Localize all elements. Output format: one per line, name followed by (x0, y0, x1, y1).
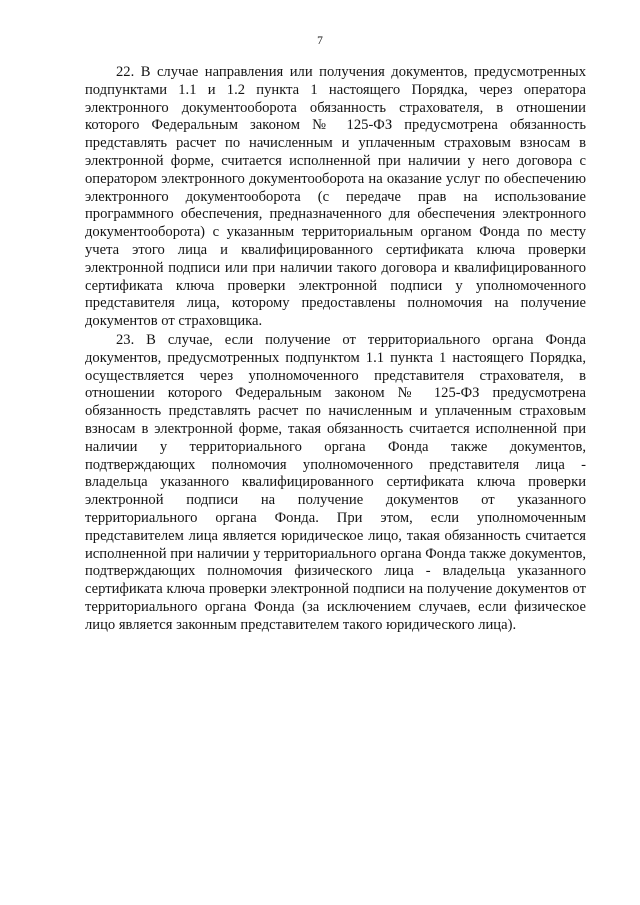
page-number: 7 (317, 35, 323, 47)
clause-23-paragraph: 23. В случае, если получение от территориального органа Фонда документов, предусмотренных подпунктом 1.1 пункта 1 настоящего Порядка, осуществляется через уполномоченного представителя страхователя, в отношении которого Федеральным законом № 125-ФЗ предусмотрена обязанность представлять расчет по начисленным и уплаченным страховым взносам в электронной форме, такая обязанность считается исполненной при наличии у территориального органа Фонда также документов, подтверждающих полномочия уполномоченного представителя лица - владельца указанного квалифицированного сертификата ключа проверки электронной подписи на получение документов от указанного территориального органа Фонда. При этом, если уполномоченным представителем лица является юридическое лицо, такая обязанность считается исполненной при наличии у территориального органа Фонда также документов, подтверждающих полномочия физического лица - владельца указанного сертификата ключа проверки электронной подписи на получение документов от территориального органа Фонда (за исключением случаев, если физическое лицо является законным представителем такого юридического лица). (85, 331, 586, 633)
clause-22-paragraph: 22. В случае направления или получения документов, предусмотренных подпунктами 1.1 и 1.2 пункта 1 настоящего Порядка, через оператора электронного документооборота обязанность страхователя, в отношении которого Федеральным законом № 125-ФЗ предусмотрена обязанность представлять расчет по начисленным и уплаченным страховым взносам в электронной форме, считается исполненной при наличии у него договора с оператором электронного документооборота на оказание услуг по обеспечению электронного документооборота (с передаче прав на использование программного обеспечения, предназначенного для обеспечения электронного документооборота) с указанным территориальным органом Фонда по месту учета этого лица и квалифицированного сертификата ключа проверки электронной подписи или при наличии такого договора и квалифицированного сертификата ключа проверки электронной подписи у уполномоченного представителя лица, которому предоставлены полномочия на получение документов от страховщика. (85, 64, 586, 330)
document-body (85, 64, 586, 635)
